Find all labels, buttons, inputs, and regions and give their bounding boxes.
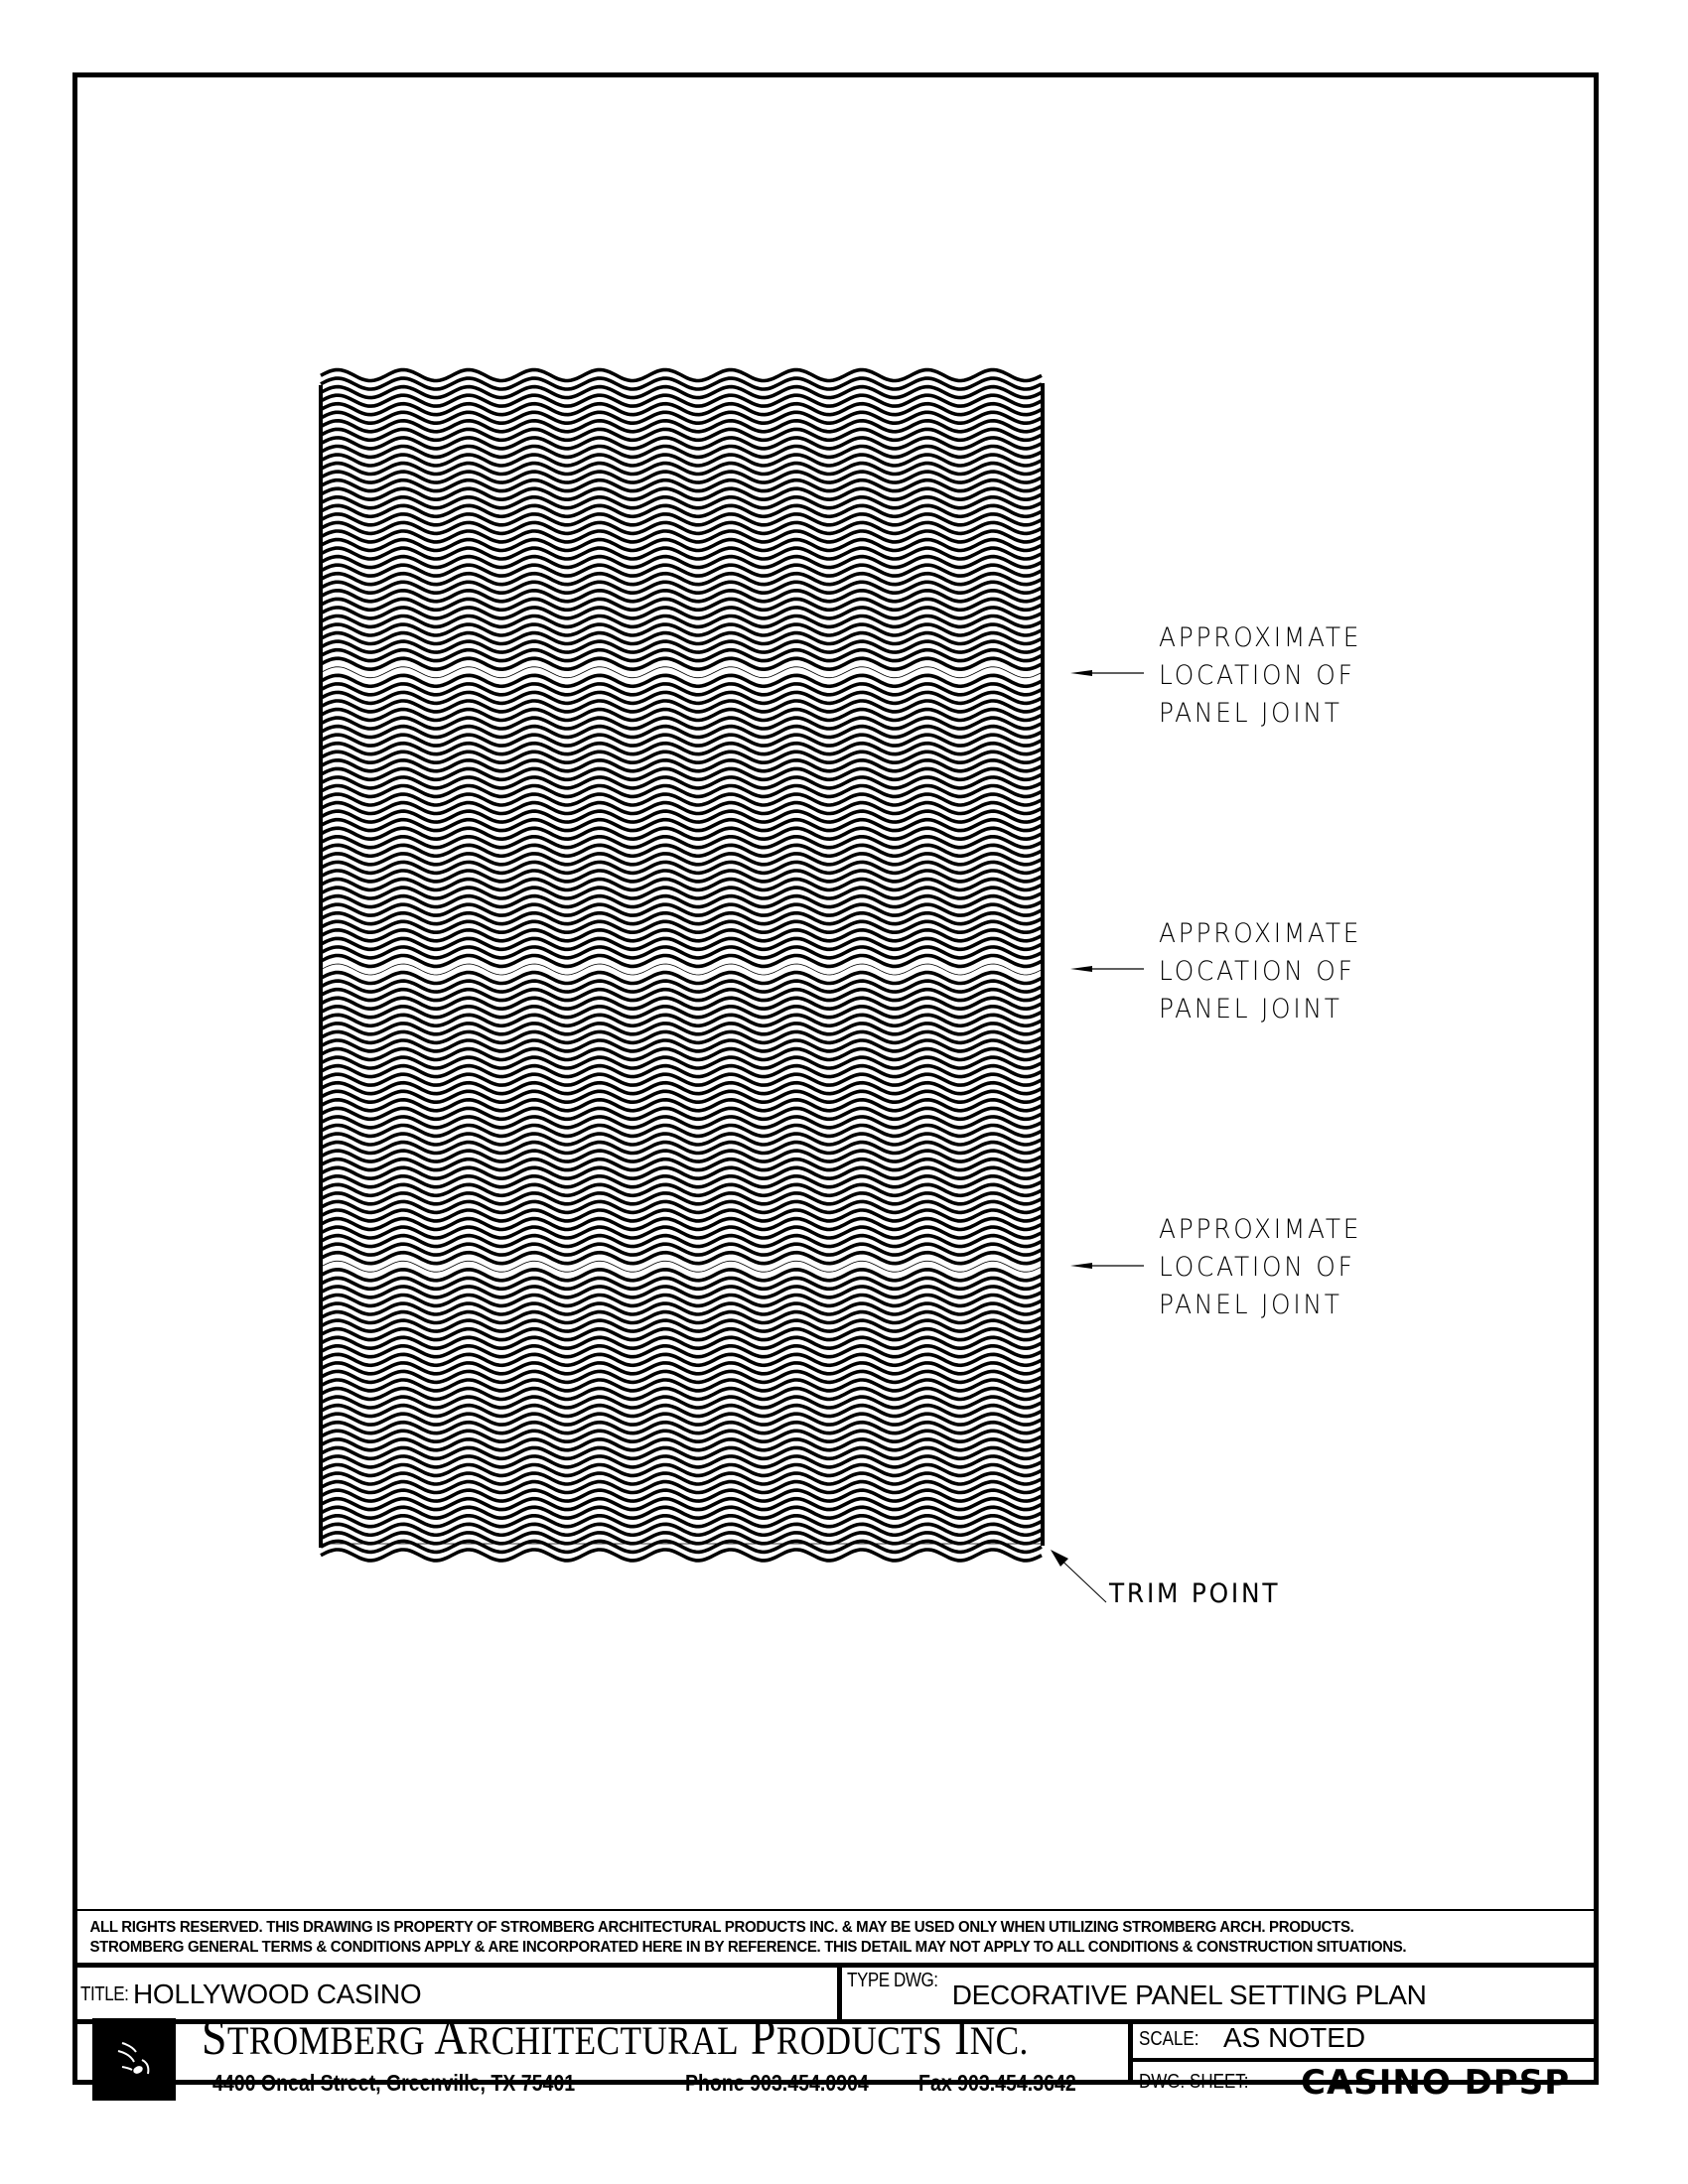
company-name-part: RCHITECTURAL — [467, 2018, 740, 2063]
title-label: TITLE: — [80, 1982, 129, 2005]
callout-line: APPROXIMATE — [1159, 622, 1362, 653]
company-fax: Fax 903.454.3642 — [918, 2070, 1076, 2096]
legal-note-line-1: ALL RIGHTS RESERVED. THIS DRAWING IS PROPERTY OF STROMBERG ARCHITECTURAL PRODUCTS INC. & MAY BE USED ONLY WHEN UTILIZING STROMBERG ARCH. PRODUCTS. — [89, 1919, 1354, 1936]
company-name — [202, 2008, 1029, 2067]
divider — [1133, 2058, 1594, 2062]
type-dwg-label: TYPE DWG: — [847, 1970, 938, 1991]
callout-line: LOCATION OF — [1159, 660, 1355, 691]
legal-notes — [72, 1909, 1594, 1965]
corrugated-panel — [321, 370, 1042, 1561]
arrow-left-icon — [1070, 966, 1092, 972]
company-name-part: NC. — [969, 2018, 1029, 2063]
company-name-part: TROMBERG — [226, 2018, 425, 2063]
divider — [1128, 2019, 1133, 2080]
type-dwg-value: DECORATIVE PANEL SETTING PLAN — [951, 1979, 1427, 2010]
trim-point-label: TRIM POINT — [1109, 1578, 1281, 1609]
stromberg-logo-icon — [92, 2018, 176, 2101]
dwg-sheet-label: DWG. SHEET: — [1139, 2071, 1249, 2093]
title-value: HOLLYWOOD CASINO — [133, 1979, 422, 2009]
arrow-left-icon — [1070, 670, 1092, 676]
scale-value: AS NOTED — [1223, 2022, 1366, 2053]
company-address: 4400 Oneal Street, Greenville, TX 75401 — [212, 2070, 576, 2096]
company-name-part: RODUCTS — [775, 2018, 943, 2063]
company-name-part: P — [750, 2009, 776, 2066]
callout-line: PANEL JOINT — [1159, 994, 1342, 1024]
callout-line: APPROXIMATE — [1159, 918, 1362, 949]
company-name-part: S — [202, 2009, 227, 2066]
scale-label: SCALE: — [1139, 2028, 1199, 2050]
panel-joint-callout-2 — [1159, 915, 1361, 1028]
dwg-sheet-value: CASINO DPSP — [1301, 2063, 1571, 2103]
company-phone: Phone 903.454.0904 — [685, 2070, 869, 2096]
legal-note-line-2: STROMBERG GENERAL TERMS & CONDITIONS APPLY & ARE INCORPORATED HERE IN BY REFERENCE. THIS DETAIL MAY NOT APPLY TO ALL CONDITIONS & CONSTRUCTION SITUATIONS. — [89, 1939, 1407, 1956]
callout-line: APPROXIMATE — [1159, 1214, 1362, 1245]
callout-line: PANEL JOINT — [1159, 698, 1342, 729]
callout-line: LOCATION OF — [1159, 1252, 1355, 1283]
company-name-part: I — [954, 2009, 970, 2066]
arrow-left-icon — [1070, 1263, 1092, 1269]
callout-line: PANEL JOINT — [1159, 1290, 1342, 1320]
panel-joint-callout-1 — [1159, 619, 1361, 733]
company-name-part: A — [434, 2009, 468, 2066]
callout-line: LOCATION OF — [1159, 956, 1355, 987]
panel-joint-callout-3 — [1159, 1211, 1361, 1324]
